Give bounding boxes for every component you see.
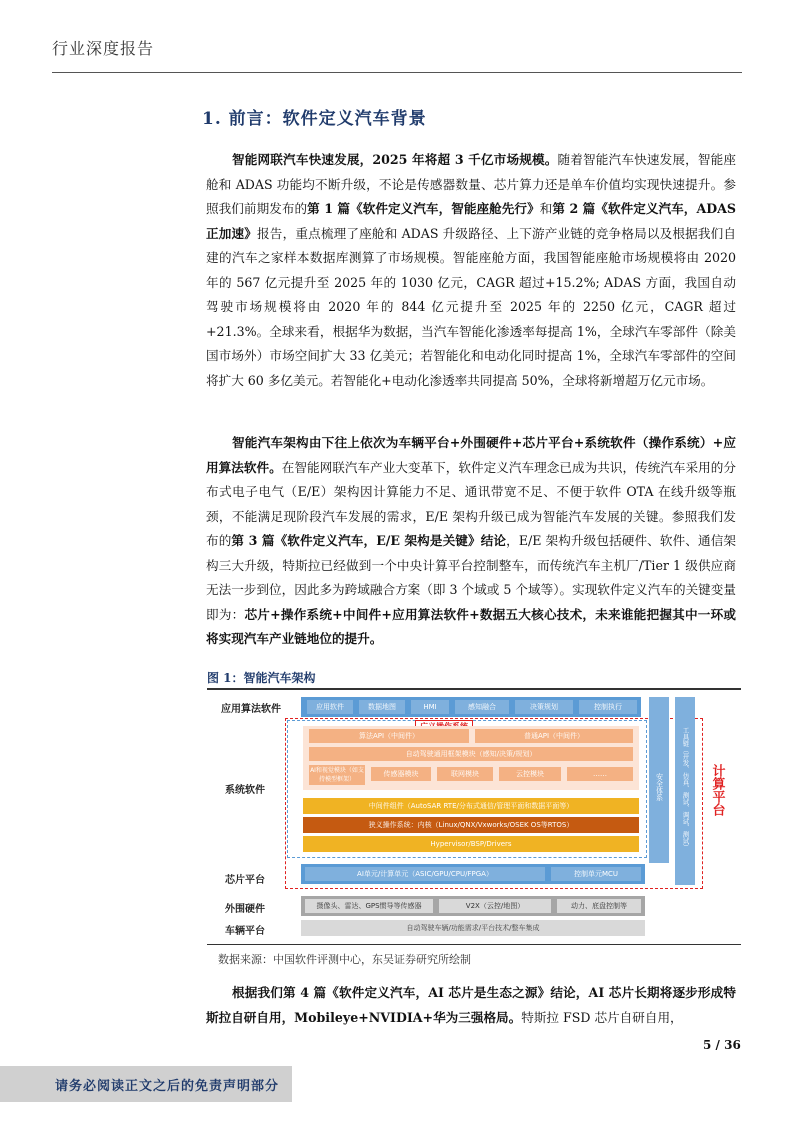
hw-box: V2X（云控/地图） (439, 899, 551, 913)
page-number: 5 / 36 (703, 1038, 741, 1052)
header-divider (52, 72, 742, 73)
app-box: 决策规划 (515, 700, 573, 714)
app-box: 应用软件 (307, 700, 353, 714)
p2-bold-2: 第 3 篇《软件定义汽车，E/E 架构是关键》结论 (231, 533, 507, 548)
app-box: HMI (411, 700, 449, 714)
report-header: 行业深度报告 (52, 39, 155, 58)
figure-source: 数据来源：中国软件评测中心，东吴证券研究所绘制 (218, 953, 471, 966)
module-box: …… (567, 767, 633, 781)
figure-title: 图 1：智能汽车架构 (207, 671, 316, 685)
chip-box: AI单元/计算单元（ASIC/GPU/CPU/FPGA） (305, 867, 545, 881)
hypervisor-box: Hypervisor/BSP/Drivers (303, 836, 639, 852)
p1-text-1: 随着智能汽车快速发展，智能座舱和 ADAS 功能均不断升级，不论是传感器数量、芯片算力还是单车价值均实现快速提升。参照我们前期发布的 (206, 152, 737, 216)
architecture-diagram (207, 690, 741, 944)
module-box: 云控模块 (499, 767, 561, 781)
middleware-box: 中间件组件（AutoSAR RTE/分布式通信/管理平面和数据平面等） (303, 798, 639, 814)
toolchain-label: 工具链（开发、仿真、测试、调试、测试） (681, 727, 690, 851)
p1-text-2: 和 (539, 201, 553, 216)
vehicle-row: 自动驾驶车辆/功能需求/平台技术/整车集成 (301, 920, 645, 936)
p2-text-2: ，E/E 架构升级包括硬件、软件、通信架构三大升级，特斯拉已经做到一个中央计算平台控制整车，而传统汽车主机厂/Tier 1 级供应商无法一步到位，因此多为跨域融合方案（即 3 个域或 5 个域等）。实现软件定义汽车的关键变量即为： (206, 533, 736, 622)
chip-box: 控制单元MCU (551, 867, 641, 881)
layer-label-app: 应用算法软件 (221, 704, 281, 715)
security-label: 安全体系 (655, 773, 664, 801)
section-title: 1. 前言：软件定义汽车背景 (202, 109, 427, 129)
framework-box: 自动驾驶通用框架模块（感知/决策/规划） (309, 747, 633, 761)
hw-box: 摄像头、雷达、GPS惯导等传感器 (305, 899, 433, 913)
paragraph-1 (206, 148, 736, 393)
p2-bold-1: 智能汽车架构由下往上依次为车辆平台+外围硬件+芯片平台+系统软件（操作系统）+应用算法软件。 (206, 435, 736, 475)
hw-box: 动力、底盘控制等 (557, 899, 641, 913)
disclaimer-bar (0, 1066, 292, 1102)
module-box: 传感器模块 (371, 767, 431, 781)
figure-bottom-rule (207, 944, 741, 945)
layer-label-sys: 系统软件 (225, 785, 265, 796)
app-box: 感知融合 (455, 700, 509, 714)
p1-text-3: 报告，重点梳理了座舱和 ADAS 升级路径、上下游产业链的竞争格局以及根据我们自建的汽车之家样本数据库测算了市场规模。智能座舱方面，我国智能座舱市场规模将由 2020 年的 567 亿元提升至 2025 年的 1030 亿元，CAGR 超过+15.2%; ADAS 方面，我国自动驾驶市场规模将由 2020 年的 844 亿元提升至 2025 年的 2250 亿元，CAGR 超过+21.3%。全球来看，根据华为数据，当汽车智能化渗透率每提高 1%，全球汽车零部件（除美国市场外）市场空间扩大 33 亿美元；若智能化和电动化同时提高 1%，全球汽车零部件的空间将扩大 60 多亿美元。若智能化+电动化渗透率共同提高 50%，全球将新增超万亿元市场。 (206, 225, 737, 388)
module-box: 联网模块 (437, 767, 493, 781)
module-box: AI和视觉模块（如支持模型框架） (310, 767, 364, 783)
layer-label-hw: 外围硬件 (225, 904, 265, 915)
app-box: 控制执行 (579, 700, 637, 714)
p1-bold-3: 第 2 篇《软件定义汽车，ADAS 正加速》 (206, 201, 737, 241)
paragraph-3 (206, 981, 736, 1030)
layer-label-chip: 芯片平台 (225, 875, 265, 886)
security-column (649, 697, 669, 863)
p1-bold-1: 智能网联汽车快速发展，2025 年将超 3 千亿市场规模。 (232, 152, 558, 167)
compute-label: 计算平台 (709, 764, 725, 816)
layer-label-veh: 车辆平台 (225, 926, 265, 937)
toolchain-column (675, 697, 695, 885)
api-box: 普通API（中间件） (475, 729, 633, 743)
p3-text-1: 特斯拉 FSD 芯片自研自用， (521, 1009, 683, 1025)
api-box: 算法API（中间件） (309, 729, 469, 743)
p2-text-1: 在智能网联汽车产业大变革下，软件定义汽车理念已成为共识，传统汽车采用的分布式电子电气（E/E）架构因计算能力不足、通讯带宽不足、不便于软件 OTA 在线升级等瓶颈，不能满足现阶段汽车发展的需求，E/E 架构升级已成为智能汽车发展的关键。参照我们发布的 (206, 459, 737, 548)
p2-bold-3: 芯片+操作系统+中间件+应用算法软件+数据五大核心技术，未来谁能把握其中一环或将实现汽车产业链地位的提升。 (206, 606, 737, 646)
disclaimer-text: 请务必阅读正文之后的免责声明部分 (55, 1079, 280, 1094)
kernel-box: 狭义操作系统：内核（Linux/QNX/Vxworks/OSEK OS等RTOS） (303, 817, 639, 833)
p1-bold-2: 第 1 篇《软件定义汽车，智能座舱先行》 (307, 201, 540, 216)
p3-bold-1: 根据我们第 4 篇《软件定义汽车，AI 芯片是生态之源》结论，AI 芯片长期将逐步形成特斯拉自研自用，Mobileye+NVIDIA+华为三强格局。 (206, 985, 736, 1025)
paragraph-2 (206, 431, 736, 652)
app-box: 数据地图 (359, 700, 405, 714)
